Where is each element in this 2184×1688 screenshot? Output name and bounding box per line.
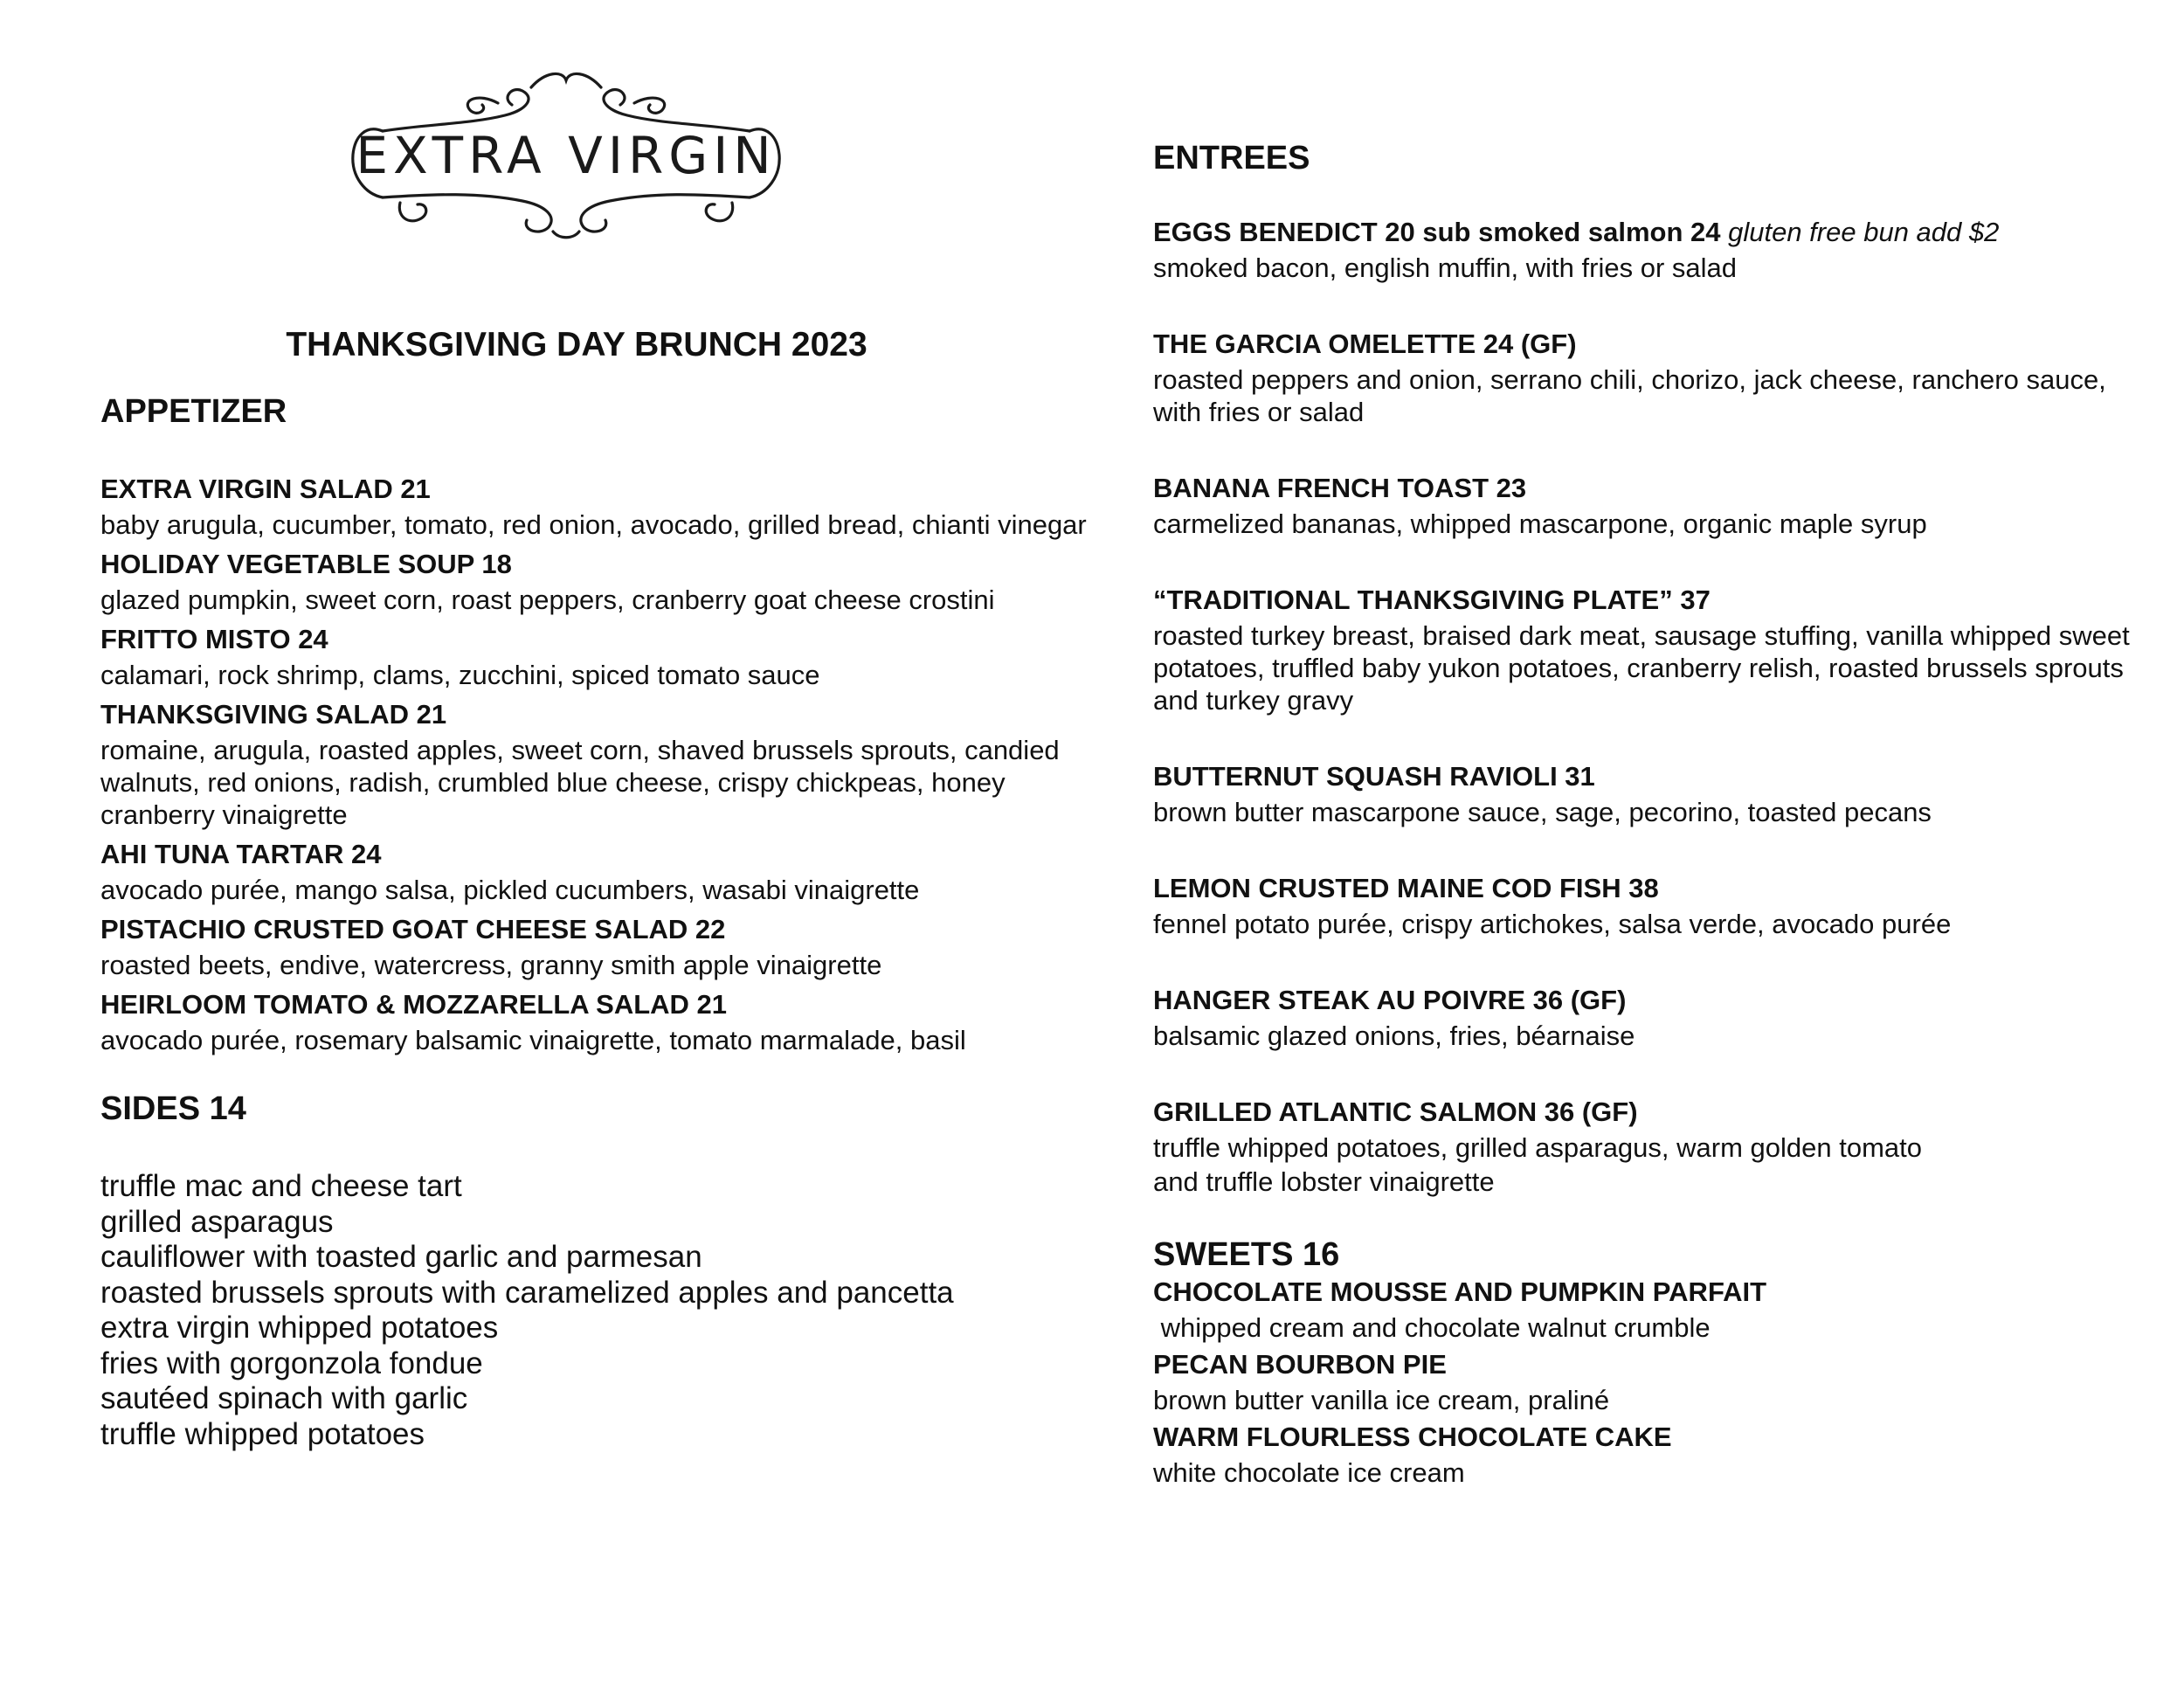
item-name [1153,215,2149,250]
item-description: smoked bacon, english muffin, with fries or salad [1153,253,1737,283]
item-description: romaine, arugula, roasted apples, sweet corn, shaved brussels sprouts, candied walnuts, red onions, radish, crumbled blue cheese, crispy chickpeas, honey cranberry vinaigrette [100,735,1060,830]
list-item: cauliflower with toasted garlic and parmesan [100,1240,702,1274]
item-description: roasted beets, endive, watercress, granny smith apple vinaigrette [100,950,882,980]
list-item: roasted brussels sprouts with caramelized apples and pancetta [100,1275,954,1310]
entrees-heading: ENTREES [1153,140,1310,176]
item-description: white chocolate ice cream [1153,1457,1465,1488]
item-name: PECAN BOURBON PIE [1153,1349,1447,1380]
menu-item [100,547,1114,616]
item-name: GRILLED ATLANTIC SALMON 36 (GF) [1153,1097,1638,1127]
item-name: CHOCOLATE MOUSSE AND PUMPKIN PARFAIT [1153,1276,1767,1307]
menu-item [1153,1095,2149,1198]
list-item: fries with gorgonzola fondue [100,1346,483,1380]
item-name: WARM FLOURLESS CHOCOLATE CAKE [1153,1422,1672,1452]
item-name: HEIRLOOM TOMATO & MOZZARELLA SALAD 21 [100,989,728,1020]
item-description: calamari, rock shrimp, clams, zucchini, spiced tomato sauce [100,660,820,690]
spacer [100,1062,1114,1089]
item-name-text: EGGS BENEDICT 20 sub smoked salmon 24 [1153,217,1721,247]
left-column [100,325,1114,1452]
item-description: balsamic glazed onions, fries, béarnaise [1153,1020,1635,1051]
menu-item [100,697,1114,831]
item-note: gluten free bun add $2 [1728,217,2000,247]
menu-item [1153,215,2149,284]
sides-list [100,1169,1114,1452]
menu-item [1153,1347,2149,1416]
item-description: roasted turkey breast, braised dark meat, sausage stuffing, vanilla whipped sweet potatoes, truffled baby yukon potatoes, cranberry relish, roasted brussels sprouts and turkey gravy [1153,620,2130,716]
menu-item [100,472,1114,541]
menu-item [1153,583,2149,716]
menu-item [1153,1275,2149,1344]
item-name: HOLIDAY VEGETABLE SOUP 18 [100,549,512,579]
item-description: avocado purée, rosemary balsamic vinaigrette, tomato marmalade, basil [100,1025,966,1055]
menu-item [1153,871,2149,940]
item-description: truffle whipped potatoes, grilled asparagus, warm golden tomato [1153,1132,1923,1163]
item-name: BUTTERNUT SQUASH RAVIOLI 31 [1153,761,1595,792]
menu-item [1153,759,2149,828]
item-description: glazed pumpkin, sweet corn, roast peppers, cranberry goat cheese crostini [100,585,995,615]
spacer [100,1129,1114,1169]
menu-item [100,622,1114,691]
item-name: AHI TUNA TARTAR 24 [100,839,382,869]
item-description: carmelized bananas, whipped mascarpone, organic maple syrup [1153,508,1927,539]
item-description: whipped cream and chocolate walnut crumble [1153,1312,1711,1343]
logo-flourish [348,63,784,246]
menu-item [1153,471,2149,540]
item-name: EXTRA VIRGIN SALAD 21 [100,474,431,504]
item-description: and truffle lobster vinaigrette [1153,1166,1495,1197]
item-name: FRITTO MISTO 24 [100,624,328,654]
item-description: brown butter vanilla ice cream, praliné [1153,1385,1610,1415]
item-description: fennel potato purée, crispy artichokes, salsa verde, avocado purée [1153,909,1952,939]
menu-item [100,912,1114,981]
menu-item [100,837,1114,906]
appetizer-heading: APPETIZER [100,393,287,430]
restaurant-logo [348,63,784,246]
item-name: THANKSGIVING SALAD 21 [100,699,447,730]
item-name: LEMON CRUSTED MAINE COD FISH 38 [1153,873,1659,903]
list-item: truffle mac and cheese tart [100,1169,462,1203]
logo-text: EXTRA VIRGIN [356,126,777,185]
item-name: THE GARCIA OMELETTE 24 (GF) [1153,329,1577,359]
item-description: baby arugula, cucumber, tomato, red onion, avocado, grilled bread, chianti vinegar [100,509,1087,540]
list-item: truffle whipped potatoes [100,1416,425,1451]
menu-item [1153,983,2149,1052]
sweets-heading: SWEETS 16 [1153,1236,1340,1273]
right-column [1153,138,2149,1492]
sides-heading: SIDES 14 [100,1090,246,1127]
item-name: HANGER STEAK AU POIVRE 36 (GF) [1153,985,1627,1015]
item-name: PISTACHIO CRUSTED GOAT CHEESE SALAD 22 [100,914,726,944]
list-item: grilled asparagus [100,1204,334,1239]
page-title: THANKSGIVING DAY BRUNCH 2023 [286,326,867,363]
list-item: extra virgin whipped potatoes [100,1311,499,1345]
list-item: sautéed spinach with garlic [100,1381,468,1415]
item-description: brown butter mascarpone sauce, sage, pecorino, toasted pecans [1153,797,1932,827]
menu-item [100,987,1114,1056]
item-description: roasted peppers and onion, serrano chili, chorizo, jack cheese, ranchero sauce, with fries or salad [1153,364,2106,427]
item-name: “TRADITIONAL THANKSGIVING PLATE” 37 [1153,585,1711,615]
menu-item [1153,1420,2149,1489]
menu-item [1153,327,2149,428]
item-description: avocado purée, mango salsa, pickled cucumbers, wasabi vinaigrette [100,875,920,905]
spacer [100,432,1114,472]
spacer [1153,178,2149,215]
item-name: BANANA FRENCH TOAST 23 [1153,473,1527,503]
